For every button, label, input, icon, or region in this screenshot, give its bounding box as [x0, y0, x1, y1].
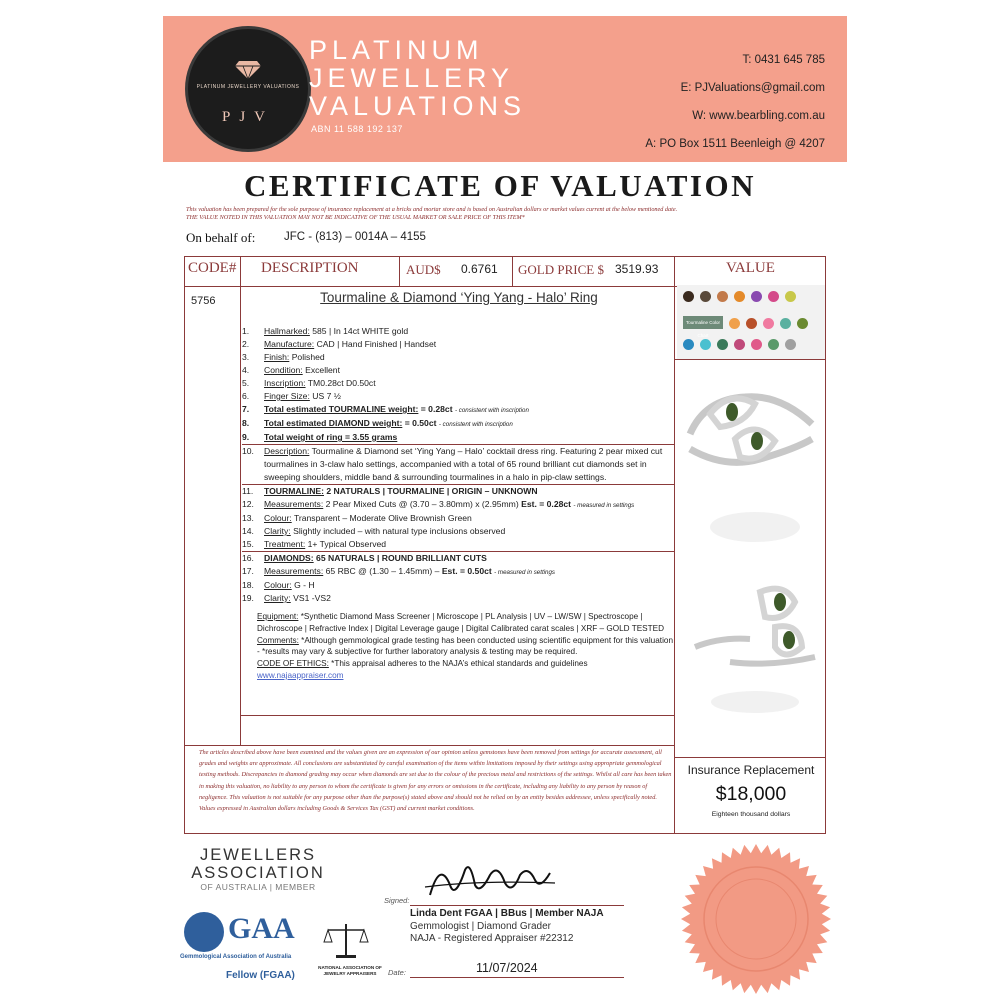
gem-swatch [729, 318, 740, 329]
header-banner [163, 16, 847, 162]
valuation-table [184, 256, 826, 834]
signed-label: Signed: [384, 896, 410, 905]
legal-text: The articles described above have been examined and the values given are an expression of our opinion unless gemstones have been removed from settings for accurate assessment, all grades and weights are approximate. All conclusions are substantiated by careful examination of the items within limitations imposed by their settings using appropriate gemmological testing methods. Discrepancies in diamond grading may occur when diamonds are set due to the colour of the precious metal and restrictions of the settings. Whilst all care has been taken in making this valuation, no liability to any person to whom the certificate is given for any errors or omissions in the certificate, including any liability to any person by reason of negligence. This valuation is not suitable for any purpose other than the purpose(s) stated above and should not be relied on by an entity besides addressee, unless specifically noted. Values expressed in Australian dollars including Goods & Services Tax (GST) and current market conditions. [199, 749, 672, 813]
page-title: CERTIFICATE OF VALUATION [244, 168, 756, 203]
logo-caption: PLATINUM JEWELLERY VALUATIONS [196, 84, 300, 90]
pjv-logo [185, 26, 311, 152]
item-row: 18. Colour: G - H [242, 580, 315, 590]
gem-swatch [768, 291, 779, 302]
on-behalf-value: JFC - (813) – 0014A – 4155 [284, 231, 426, 243]
description-header: DESCRIPTION [261, 260, 359, 276]
item-row: 15. Treatment: 1+ Typical Observed [242, 539, 387, 549]
item-row: 19. Clarity: VS1 -VS2 [242, 593, 331, 603]
gem-swatch [785, 339, 796, 350]
gem-swatch [683, 339, 694, 350]
insurance-label: Insurance Replacement [687, 763, 815, 777]
gem-swatch [768, 339, 779, 350]
code-header: CODE# [188, 260, 237, 276]
item-row: 5. Inscription: TM0.28ct D0.50ct [242, 378, 376, 388]
naja-label: NATIONAL ASSOCIATION OF JEWELRY APPRAISERS [318, 965, 382, 976]
naja-link[interactable]: www.najaappraiser.com [257, 670, 344, 680]
contact-email[interactable]: E: PJValuations@gmail.com [680, 82, 825, 94]
item-row: 14. Clarity: Slightly included – with natural type inclusions observed [242, 526, 506, 536]
item-row: 10. Description: Tourmaline & Diamond set ‘Ying Yang – Halo’ cocktail dress ring. Featuring 2 pear mixed cut tourmalines in 3-claw halo settings, accompanied with a total of 65 round brilliant cut diamonds set in sweeping shoulders, middle band & surrounding tourmalines in a halo in pip-claw settings. [242, 444, 674, 484]
disclaimer: This valuation has been prepared for the sole purpose of insurance replacement at a bricks and mortar store and is based on Australian dollars or market values current at the below mentioned date. THE VALUE NOTED IN THIS VALUATION MAY NOT BE INDICATIVE OF THE USUAL MARKET OR SALE PRICE OF THIS ITEM* [186, 206, 678, 221]
contact-phone: T: 0431 645 785 [742, 54, 825, 66]
signature-image [420, 855, 560, 905]
signatory-name: Linda Dent FGAA | BBus | Member NAJA [410, 908, 604, 919]
ring-reflection-side [705, 687, 805, 717]
gem-swatch [751, 339, 762, 350]
contact-web[interactable]: W: www.bearbling.com.au [692, 110, 825, 122]
value-header: VALUE [726, 260, 775, 276]
item-list [242, 325, 674, 605]
item-row: 8. Total estimated DIAMOND weight: = 0.50ct - consistent with inscription [242, 418, 513, 428]
item-title: Tourmaline & Diamond ‘Ying Yang - Halo’ Ring [320, 290, 598, 305]
date-label: Date: [388, 968, 406, 977]
signatory-details: Gemmologist | Diamond Grader NAJA - Registered Appraiser #22312 [410, 921, 574, 944]
diamond-icon [235, 59, 261, 79]
gem-swatch [683, 291, 694, 302]
gem-swatch [763, 318, 774, 329]
signature-line [410, 905, 624, 906]
gaa-subtitle: Gemmological Association of Australia [180, 954, 292, 960]
gem-swatch [717, 339, 728, 350]
chart-label: Tourmaline Color Chart [683, 316, 723, 329]
aud-label: AUD$ [406, 262, 441, 277]
on-behalf-label: On behalf of: [186, 230, 256, 245]
gem-swatch [746, 318, 757, 329]
gem-swatch [785, 291, 796, 302]
ja-member: OF AUSTRALIA | MEMBER [200, 882, 316, 892]
date-line [410, 977, 624, 978]
fellow-label: Fellow (FGAA) [226, 970, 295, 981]
item-row: 1. Hallmarked: 585 | In 14ct WHITE gold [242, 326, 409, 336]
gem-swatch [734, 291, 745, 302]
seal-stamp [680, 843, 832, 995]
gold-label: GOLD PRICE $ [518, 262, 604, 277]
item-row: 13. Colour: Transparent – Moderate Olive Brownish Green [242, 513, 472, 523]
item-row: 9. Total weight of ring = 3.55 grams [242, 432, 398, 442]
item-row: 4. Condition: Excellent [242, 365, 340, 375]
logo-initials: PJV [221, 109, 274, 125]
gaa-diamond-icon [184, 912, 224, 952]
aud-value: 0.6761 [461, 262, 498, 276]
item-row: 7. Total estimated TOURMALINE weight: = 0.28ct - consistent with inscription [242, 404, 529, 414]
scales-icon [322, 920, 370, 960]
tourmaline-color-chart [677, 285, 825, 359]
insurance-value: $18,000 [715, 783, 787, 805]
ring-photo-top [685, 379, 817, 489]
item-row: 3. Finish: Polished [242, 352, 325, 362]
gem-swatch [751, 291, 762, 302]
contact-address: A: PO Box 1511 Beenleigh @ 4207 [645, 138, 825, 150]
item-row: 16. DIAMONDS: 65 NATURALS | ROUND BRILLIANT CUTS [242, 551, 674, 565]
item-code: 5756 [191, 295, 216, 307]
item-row: 6. Finger Size: US 7 ½ [242, 391, 341, 401]
notes-block: Equipment: *Synthetic Diamond Mass Screener | Microscope | PL Analysis | UV – LW/SW | Spectroscope | Dichroscope | Refractive Index | Digital Leverage gauge | Digital Calibrated carat scales | XRF – GOLD TESTED Comments: *Although gemmological grade testing has been conducted using scientific equipment for this valuation - *results may vary & subjective for further laboratory analysis & testing may be required. CODE OF ETHICS: *This appraisal adheres to the NAJA’s ethical standards and guidelines www.najaappraiser.com [257, 612, 673, 680]
gaa-logo-text: GAA [228, 912, 295, 945]
gem-swatch [717, 291, 728, 302]
item-row: 17. Measurements: 65 RBC @ (1.30 – 1.45mm) – Est. = 0.50ct - measured in settings [242, 566, 556, 576]
brand-name: PLATINUM JEWELLERY VALUATIONS [309, 35, 527, 121]
gem-swatch [700, 339, 711, 350]
gem-swatch [797, 318, 808, 329]
ring-reflection-top [705, 507, 805, 547]
gem-swatch [700, 291, 711, 302]
ring-photo-side [690, 577, 820, 687]
item-row: 11. TOURMALINE: 2 NATURALS | TOURMALINE | ORIGIN – UNKNOWN [242, 484, 674, 498]
abn-number: ABN 11 588 192 137 [311, 124, 403, 134]
item-row: 2. Manufacture: CAD | Hand Finished | Handset [242, 339, 437, 349]
gem-swatch [734, 339, 745, 350]
jewellers-association-logo: JEWELLERS ASSOCIATION [191, 846, 325, 882]
contact-block [645, 46, 825, 158]
gold-value: 3519.93 [615, 262, 659, 276]
date-value: 11/07/2024 [476, 961, 538, 975]
item-row: 12. Measurements: 2 Pear Mixed Cuts @ (3.70 – 3.80mm) x (2.95mm) Est. = 0.28ct - measured in settings [242, 499, 635, 509]
insurance-words: Eighteen thousand dollars [711, 811, 791, 818]
gem-swatch [780, 318, 791, 329]
